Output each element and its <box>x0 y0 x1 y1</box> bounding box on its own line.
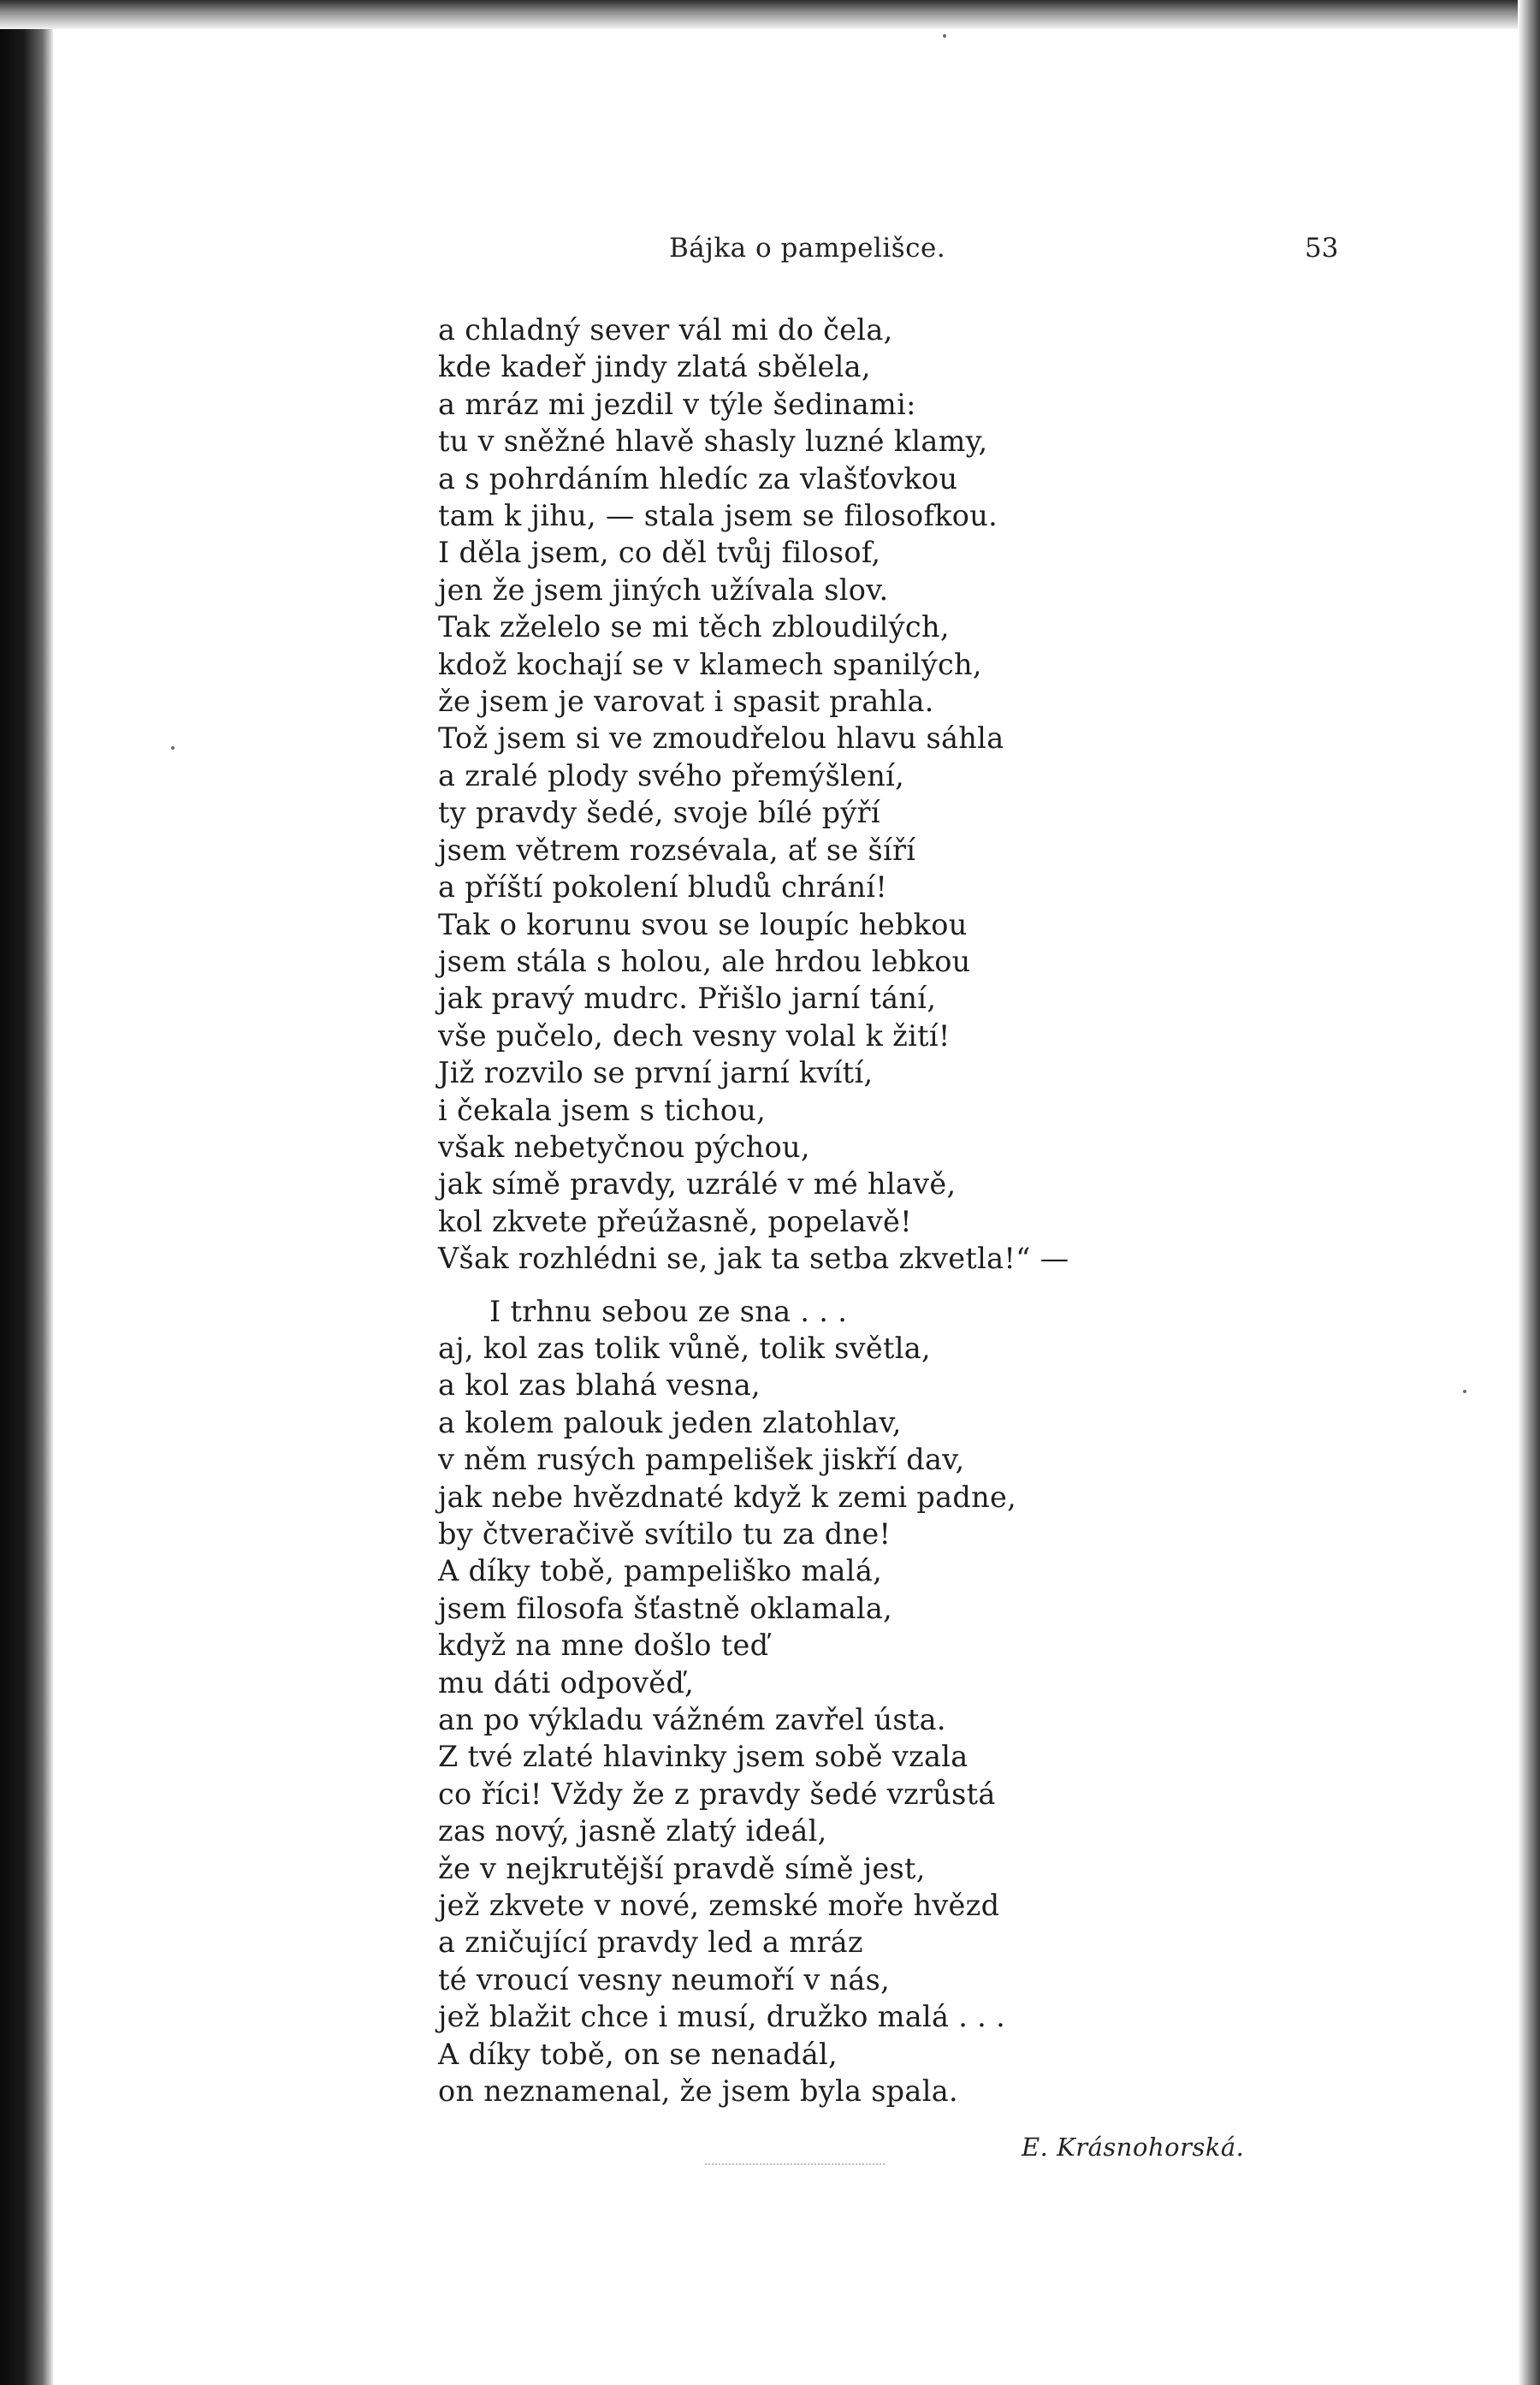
stanza-1 <box>438 311 1294 1278</box>
running-title: Bájka o pampelišce. <box>669 233 946 264</box>
verse-line: jsem stála s holou, ale hrdou lebkou <box>438 944 971 978</box>
verse-line: však nebetyčnou pýchou, <box>438 1130 810 1164</box>
verse-line: a kolem palouk jeden zlatohlav, <box>438 1405 902 1439</box>
verse-line: I děla jsem, co děl tvůj filosof, <box>438 536 881 570</box>
verse-line: I trhnu sebou ze sna . . . <box>489 1294 848 1328</box>
verse-line: jak pravý mudrc. Přišlo jarní tání, <box>438 982 937 1016</box>
verse-line: a mráz mi jezdil v týle šedinami: <box>438 387 916 421</box>
scan-speck <box>171 746 175 750</box>
verse-line: kol zkvete přeúžasně, popelavě! <box>438 1204 912 1238</box>
verse-line: a s pohrdáním hledíc za vlašťovkou <box>438 461 958 495</box>
verse-line: Již rozvilo se první jarní kvítí, <box>438 1056 874 1090</box>
scan-edge-left <box>0 0 53 2385</box>
verse-line: vše pučelo, dech vesny volal k žití! <box>438 1018 951 1053</box>
poem-body <box>438 311 1294 2110</box>
stanza-2 <box>438 1293 1294 2110</box>
verse-line: jsem filosofa šťastně oklamala, <box>438 1591 893 1625</box>
verse-line: i čekala jsem s tichou, <box>438 1093 767 1127</box>
verse-line: an po výkladu vážném zavřel ústa. <box>438 1703 946 1737</box>
verse-line: jsem větrem rozsévala, ať se šíří <box>438 833 916 867</box>
scan-speck <box>1463 1390 1466 1393</box>
verse-line: když na mne došlo teď <box>438 1629 769 1663</box>
verse-line: Tož jsem si ve zmoudřelou hlavu sáhla <box>438 721 1004 756</box>
verse-line: jak nebe hvězdnaté když k zemi padne, <box>438 1480 1017 1514</box>
verse-line: zas nový, jasně zlatý ideál, <box>438 1814 827 1848</box>
verse-line: a kol zas blahá vesna, <box>438 1368 761 1403</box>
verse-line: v něm rusých pampelišek jiskří dav, <box>438 1443 965 1477</box>
verse-line: a zničující pravdy led a mráz <box>438 1925 863 1960</box>
verse-line: tu v sněžné hlavě shasly luzné klamy, <box>438 424 988 459</box>
book-page <box>53 29 1518 2385</box>
verse-line: že jsem je varovat i spasit prahla. <box>438 685 934 719</box>
verse-line: jen že jsem jiných užívala slov. <box>438 573 889 607</box>
verse-line: jež zkvete v nové, zemské moře hvězd <box>438 1889 1000 1923</box>
verse-line: tam k jihu, — stala jsem se filosofkou. <box>438 499 998 533</box>
verse-line: Tak zželelo se mi těch zbloudilých, <box>438 610 950 644</box>
verse-line: kde kadeř jindy zlatá sbělela, <box>438 350 871 384</box>
verse-line: co říci! Vždy že z pravdy šedé vzrůstá <box>438 1777 996 1811</box>
verse-line: by čtveračivě svítilo tu za dne! <box>438 1517 891 1551</box>
verse-line: kdož kochají se v klamech spanilých, <box>438 647 982 681</box>
scan-speck <box>943 34 946 38</box>
verse-line: Tak o korunu svou se loupíc hebkou <box>438 907 968 941</box>
verse-line: Z tvé zlaté hlavinky jsem sobě vzala <box>438 1740 968 1774</box>
verse-line: a příští pokolení bludů chrání! <box>438 870 888 905</box>
verse-line: A díky tobě, pampeliško malá, <box>438 1554 883 1588</box>
verse-line: ty pravdy šedé, svoje bílé pýří <box>438 796 880 830</box>
verse-line: jak símě pravdy, uzrálé v mé hlavě, <box>438 1167 957 1201</box>
page-number: 53 <box>1305 233 1339 264</box>
verse-line: Však rozhlédni se, jak ta setba zkvetla!“ — <box>438 1242 1069 1276</box>
verse-line: jež blažit chce i musí, družko malá . . . <box>438 2000 1006 2034</box>
verse-line: mu dáti odpověď, <box>438 1665 695 1700</box>
scan-edge-right <box>1518 0 1540 2385</box>
decorative-rule <box>705 2163 885 2168</box>
verse-line: aj, kol zas tolik vůně, tolik světla, <box>438 1331 932 1365</box>
author-signature: E. Krásnohorská. <box>1022 2133 1245 2162</box>
verse-line: on neznamenal, že jsem byla spala. <box>438 2074 958 2109</box>
verse-line: a chladný sever vál mi do čela, <box>438 313 893 347</box>
verse-line: že v nejkrutější pravdě símě jest, <box>438 1851 926 1885</box>
verse-line: té vroucí vesny neumoří v nás, <box>438 1962 891 1996</box>
scan-edge-top <box>0 0 1540 29</box>
verse-line: a zralé plody svého přemýšlení, <box>438 758 905 792</box>
verse-line: A díky tobě, on se nenadál, <box>438 2037 838 2071</box>
